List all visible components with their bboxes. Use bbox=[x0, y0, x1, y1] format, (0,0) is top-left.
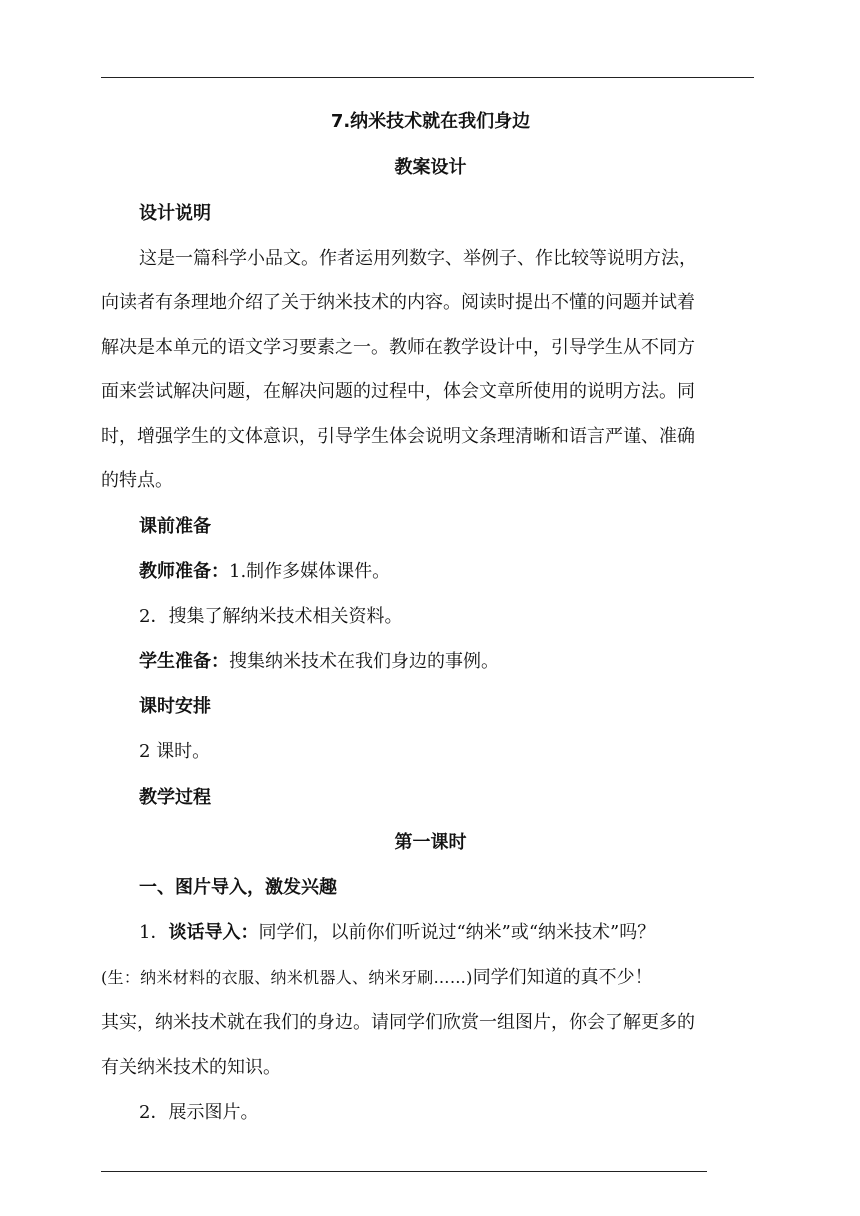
student-prep-line bbox=[101, 647, 760, 677]
step1-number: 1． bbox=[139, 922, 169, 943]
lesson-title: 第一课时 bbox=[394, 832, 467, 853]
step1-paragraph-line: 有关纳米技术的知识。 bbox=[101, 1057, 281, 1078]
schedule-text: 2 课时。 bbox=[139, 741, 211, 762]
schedule-heading: 课时安排 bbox=[139, 696, 211, 717]
step1-label: 谈话导入： bbox=[168, 922, 259, 943]
document-subtitle: 教案设计 bbox=[394, 157, 467, 178]
step2-text: 2．展示图片。 bbox=[139, 1102, 259, 1123]
header-rule bbox=[101, 77, 754, 78]
design-paragraph-line: 面来尝试解决问题，在解决问题的过程中，体会文章所使用的说明方法。同 bbox=[101, 381, 695, 402]
teacher-prep-line bbox=[101, 557, 760, 587]
step1-text: 同学们，以前你们听说过“纳米”或“纳米技术”吗？ bbox=[258, 922, 656, 943]
design-paragraph-line: 解决是本单元的语文学习要素之一。教师在教学设计中，引导学生从不同方 bbox=[101, 337, 695, 358]
prep-heading: 课前准备 bbox=[139, 516, 211, 537]
design-paragraph-line: 的特点。 bbox=[101, 470, 173, 491]
footer-rule bbox=[101, 1171, 707, 1172]
design-heading: 设计说明 bbox=[139, 203, 211, 224]
teacher-prep-item: 1.制作多媒体课件。 bbox=[229, 561, 391, 582]
teacher-prep-item: 2．搜集了解纳米技术相关资料。 bbox=[139, 606, 403, 627]
design-paragraph-line: 时，增强学生的文体意识，引导学生体会说明文条理清晰和语言严谨、准确 bbox=[101, 426, 695, 447]
document-title: 7.纳米技术就在我们身边 bbox=[330, 111, 531, 132]
step1-paragraph-line: 其实，纳米技术就在我们的身边。请同学们欣赏一组图片，你会了解更多的 bbox=[101, 1012, 695, 1033]
process-heading: 教学过程 bbox=[139, 787, 211, 808]
step1-continuation: 同学们知道的真不少！ bbox=[472, 967, 653, 988]
section-heading: 一、图片导入，激发兴趣 bbox=[139, 877, 337, 898]
student-dialog: (生：纳米材料的衣服、纳米机器人、纳米牙刷……) bbox=[101, 968, 473, 987]
step1-line bbox=[101, 918, 760, 948]
design-paragraph-line: 向读者有条理地介绍了关于纳米技术的内容。阅读时提出不懂的问题并试着 bbox=[101, 292, 695, 313]
teacher-prep-label: 教师准备： bbox=[139, 561, 229, 582]
student-prep-text: 搜集纳米技术在我们身边的事例。 bbox=[229, 651, 499, 672]
step1-dialog-line bbox=[101, 963, 760, 993]
design-paragraph-line: 这是一篇科学小品文。作者运用列数字、举例子、作比较等说明方法， bbox=[139, 248, 697, 269]
student-prep-label: 学生准备： bbox=[139, 651, 229, 672]
